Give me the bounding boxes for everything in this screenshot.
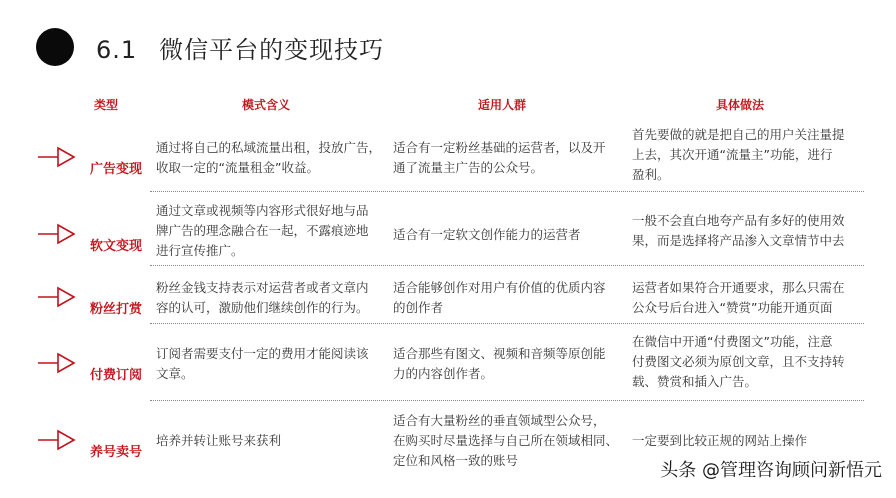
cell-line: 适合能够创作对用户有价值的优质内容 (393, 280, 606, 295)
cell-line: 盈利。 (632, 167, 670, 182)
cell-line: 通过文章或视频等内容形式很好地与品 (156, 203, 369, 218)
cell-meaning (156, 278, 369, 318)
cell-line: 适合有一定粉丝基础的运营者，以及开 (393, 140, 606, 155)
page-title (96, 30, 384, 65)
cell-method (632, 125, 845, 185)
cell-line: 文章。 (156, 366, 194, 381)
arrow-right-icon (38, 146, 78, 168)
cell-line: 粉丝金钱支持表示对运营者或者文章内 (156, 280, 369, 295)
cell-line: 力的内容创作者。 (393, 366, 494, 381)
header-type: 类型 (94, 98, 119, 112)
cell-line: 培养并转让账号来获利 (156, 433, 282, 448)
arrow-right-icon (38, 352, 78, 374)
cell-line: 付费图文必须为原创文章，且不支持转 (632, 354, 845, 369)
watermark: 头条 @管理咨询顾问新悟元 (660, 460, 882, 481)
cell-audience (393, 225, 581, 245)
cell-line: 适合有大量粉丝的垂直领域型公众号， (393, 413, 606, 428)
cell-meaning (156, 138, 381, 178)
cell-line: 通了流量主广告的公众号。 (393, 160, 544, 175)
cell-line: 适合有一定软文创作能力的运营者 (393, 227, 581, 242)
cell-meaning (156, 344, 369, 384)
cell-line: 的创作者 (393, 300, 444, 315)
cell-audience (393, 344, 606, 384)
cell-line: 首先要做的就是把自己的用户关注量提 (632, 127, 845, 142)
header-audience: 适用人群 (478, 98, 527, 112)
cell-method (632, 431, 807, 451)
cell-line: 进行宣传推广。 (156, 243, 244, 258)
row-type-label: 粉丝打赏 (90, 302, 143, 317)
row-divider (150, 265, 864, 266)
cell-line: 定位和风格一致的账号 (393, 453, 519, 468)
cell-line: 通过将自己的私域流量出租，投放广告， (156, 140, 382, 155)
row-divider (150, 191, 864, 192)
cell-audience (393, 278, 606, 318)
arrow-right-icon (38, 223, 78, 245)
cell-audience (393, 138, 606, 178)
cell-line: 载、赞赏和插入广告。 (632, 374, 758, 389)
cell-line: 果，而是选择将产品渗入文章情节中去 (632, 233, 845, 248)
cell-meaning (156, 431, 281, 451)
header-meaning: 模式含义 (242, 98, 291, 112)
row-type-label: 软文变现 (90, 239, 143, 254)
row-divider (150, 400, 864, 401)
cell-line: 一定要到比较正规的网站上操作 (632, 433, 808, 448)
title-bullet-icon (36, 28, 74, 66)
cell-meaning (156, 201, 369, 261)
cell-line: 上去，其次开通“流量主”功能，进行 (632, 147, 833, 162)
cell-audience (393, 411, 618, 471)
cell-line: 牌广告的理念融合在一起，不露痕迹地 (156, 223, 369, 238)
cell-line: 一般不会直白地夸产品有多好的使用效 (632, 213, 845, 228)
arrow-right-icon (38, 429, 78, 451)
cell-line: 适合那些有图文、视频和音频等原创能 (393, 346, 606, 361)
arrow-right-icon (38, 286, 78, 308)
cell-line: 在购买时尽量选择与自己所在领域相同、 (393, 433, 619, 448)
row-type-label: 广告变现 (90, 162, 143, 177)
row-divider (150, 323, 864, 324)
section-title: 微信平台的变现技巧 (159, 36, 385, 64)
cell-method (632, 278, 845, 318)
header-method: 具体做法 (716, 98, 765, 112)
cell-line: 在微信中开通“付费图文”功能，注意 (632, 334, 833, 349)
row-type-label: 养号卖号 (90, 445, 143, 460)
cell-line: 收取一定的“流量租金”收益。 (156, 160, 319, 175)
cell-method (632, 211, 845, 251)
section-number: 6.1 (96, 36, 138, 64)
cell-line: 运营者如果符合开通要求，那么只需在 (632, 280, 845, 295)
cell-method (632, 332, 845, 392)
cell-line: 容的认可，激励他们继续创作的行为。 (156, 300, 369, 315)
row-type-label: 付费订阅 (90, 368, 143, 383)
cell-line: 订阅者需要支付一定的费用才能阅读该 (156, 346, 369, 361)
cell-line: 公众号后台进入“赞赏”功能开通页面 (632, 300, 833, 315)
